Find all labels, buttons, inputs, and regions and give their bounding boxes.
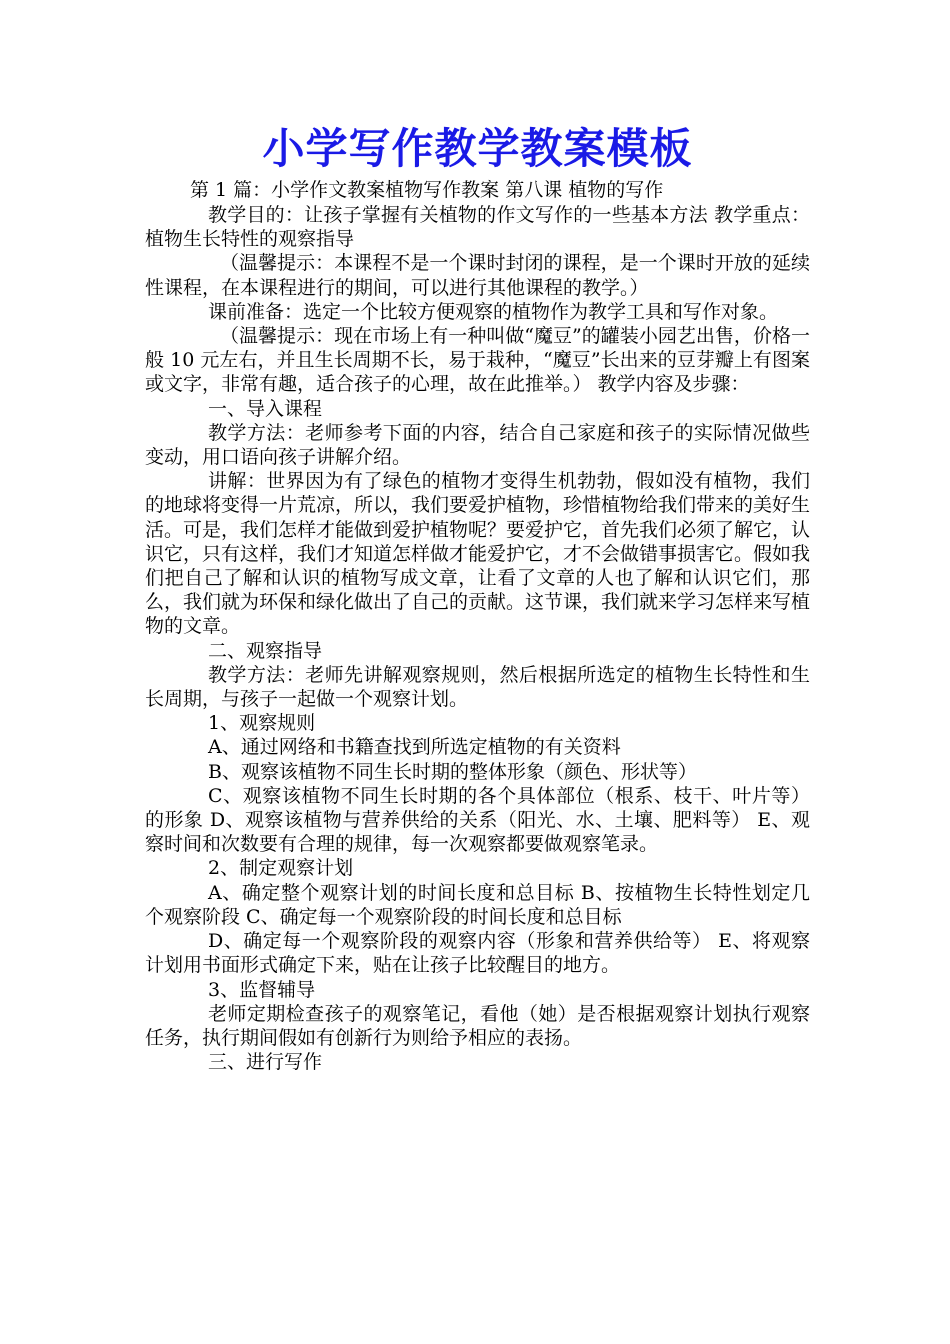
section-heading-2: 二、观察指导	[208, 639, 323, 662]
section-heading-1: 一、导入课程	[208, 397, 323, 420]
rule-c-d-e: C、观察该植物不同生长时期的各个具体部位（根系、枝干、叶片等）的形象 D、观察该植物与营养供给的关系（阳光、水、土壤、肥料等） E、观察时间和次数要有合理的规律，每一次观察都要做观察笔录。	[145, 784, 810, 856]
paragraph-objectives: 教学目的：让孩子掌握有关植物的作文写作的一些基本方法 教学重点：植物生长特性的观察指导	[145, 204, 810, 251]
paragraph-tip-2: （温馨提示：现在市场上有一种叫做“魔豆”的罐装小园艺出售，价格一般 10 元左右，并且生长周期不长，易于栽种，“魔豆”长出来的豆芽瓣上有图案或文字，非常有趣，适合孩子的心理，故在此推举。） 教学内容及步骤：	[145, 325, 810, 396]
paragraph-explanation: 讲解：世界因为有了绿色的植物才变得生机勃勃，假如没有植物，我们的地球将变得一片荒凉，所以，我们要爱护植物，珍惜植物给我们带来的美好生活。可是，我们怎样才能做到爱护植物呢？要爱护它，首先我们必须了解它，认识它，只有这样，我们才知道怎样做才能爱护它，才不会做错事损害它。假如我们把自己了解和认识的植物写成文章，让看了文章的人也了解和认识它们，那么，我们就为环保和绿化做出了自己的贡献。这节课，我们就来学习怎样来写植物的文章。	[145, 470, 811, 638]
document-title: 小学写作教学教案模板	[262, 124, 693, 173]
paragraph-method-2: 教学方法：老师先讲解观察规则，然后根据所选定的植物生长特性和生长周期，与孩子一起做一个观察计划。	[145, 663, 810, 711]
subheading-plan: 2、制定观察计划	[208, 857, 354, 880]
section-heading-3: 三、进行写作	[208, 1051, 323, 1074]
rule-b: B、观察该植物不同生长时期的整体形象（颜色、形状等）	[208, 760, 697, 783]
subheading-supervision: 3、监督辅导	[208, 978, 316, 1001]
paragraph-tip-1: （温馨提示：本课程不是一个课时封闭的课程，是一个课时开放的延续性课程，在本课程进行的期间，可以进行其他课程的教学。）	[145, 252, 810, 299]
paragraph-method-1: 教学方法：老师参考下面的内容，结合自己家庭和孩子的实际情况做些变动，用口语向孩子讲解介绍。	[145, 421, 810, 469]
document-subtitle: 第 1 篇：小学作文教案植物写作教案 第八课 植物的写作	[190, 179, 664, 201]
subheading-rules: 1、观察规则	[208, 712, 316, 735]
plan-d-e: D、确定每一个观察阶段的观察内容（形象和营养供给等） E、将观察计划用书面形式确定下来，贴在让孩子比较醒目的地方。	[145, 930, 810, 977]
plan-a-b-c: A、确定整个观察计划的时间长度和总目标 B、按植物生长特性划定几个观察阶段 C、确定每一个观察阶段的时间长度和总目标	[145, 881, 810, 928]
paragraph-preparation: 课前准备：选定一个比较方便观察的植物作为教学工具和写作对象。	[208, 300, 779, 323]
rule-a: A、通过网络和书籍查找到所选定植物的有关资料	[208, 736, 621, 759]
document-page	[145, 120, 810, 1074]
paragraph-supervision: 老师定期检查孩子的观察笔记，看他（她）是否根据观察计划执行观察任务，执行期间假如有创新行为则给予相应的表扬。	[145, 1002, 810, 1049]
